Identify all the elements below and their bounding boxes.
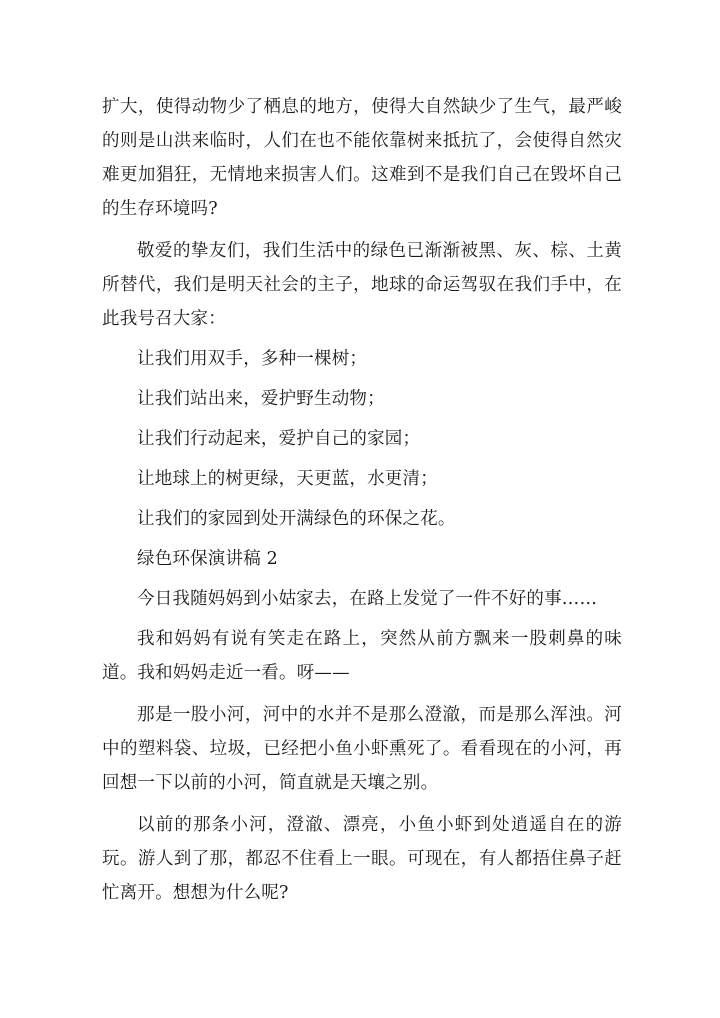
paragraph-12: 以前的那条小河，澄澈、漂亮，小鱼小虾到处逍遥自在的游玩。游人到了那，都忍不住看上一眼。可现在，有人都捂住鼻子赶忙离开。想想为什么呢? xyxy=(102,815,622,903)
paragraph-3: 让我们用双手，多种一棵树； xyxy=(137,349,368,369)
paragraph-4: 让我们站出来，爱护野生动物； xyxy=(137,389,385,409)
paragraph-6: 让地球上的树更绿，天更蓝，水更清； xyxy=(137,469,438,489)
paragraph-5: 让我们行动起来，爱护自己的家园； xyxy=(137,429,421,449)
paragraph-11: 那是一股小河，河中的水并不是那么澄澈，而是那么浑浊。河中的塑料袋、垃圾，已经把小鱼小虾熏死了。看看现在的小河，再回想一下以前的小河，简直就是天壤之别。 xyxy=(102,705,622,793)
document-body xyxy=(102,90,622,910)
paragraph-1: 扩大，使得动物少了栖息的地方，使得大自然缺少了生气，最严峻的则是山洪来临时，人们在也不能依靠树来抵抗了，会使得自然灾难更加猖狂，无情地来损害人们。这难到不是我们自己在毁坏自己的生存环境吗? xyxy=(102,97,622,219)
paragraph-7: 让我们的家园到处开满绿色的环保之花。 xyxy=(137,509,456,529)
section-heading: 绿色环保演讲稿 2 xyxy=(137,549,278,569)
paragraph-9: 今日我随妈妈到小姑家去，在路上发觉了一件不好的事…… xyxy=(137,589,598,609)
paragraph-10: 我和妈妈有说有笑走在路上，突然从前方飘来一股刺鼻的味道。我和妈妈走近一看。呀—— xyxy=(102,629,622,683)
paragraph-2: 敬爱的挚友们，我们生活中的绿色已渐渐被黑、灰、棕、土黄所替代，我们是明天社会的主子，地球的命运驾驭在我们手中，在此我号召大家： xyxy=(102,241,622,329)
